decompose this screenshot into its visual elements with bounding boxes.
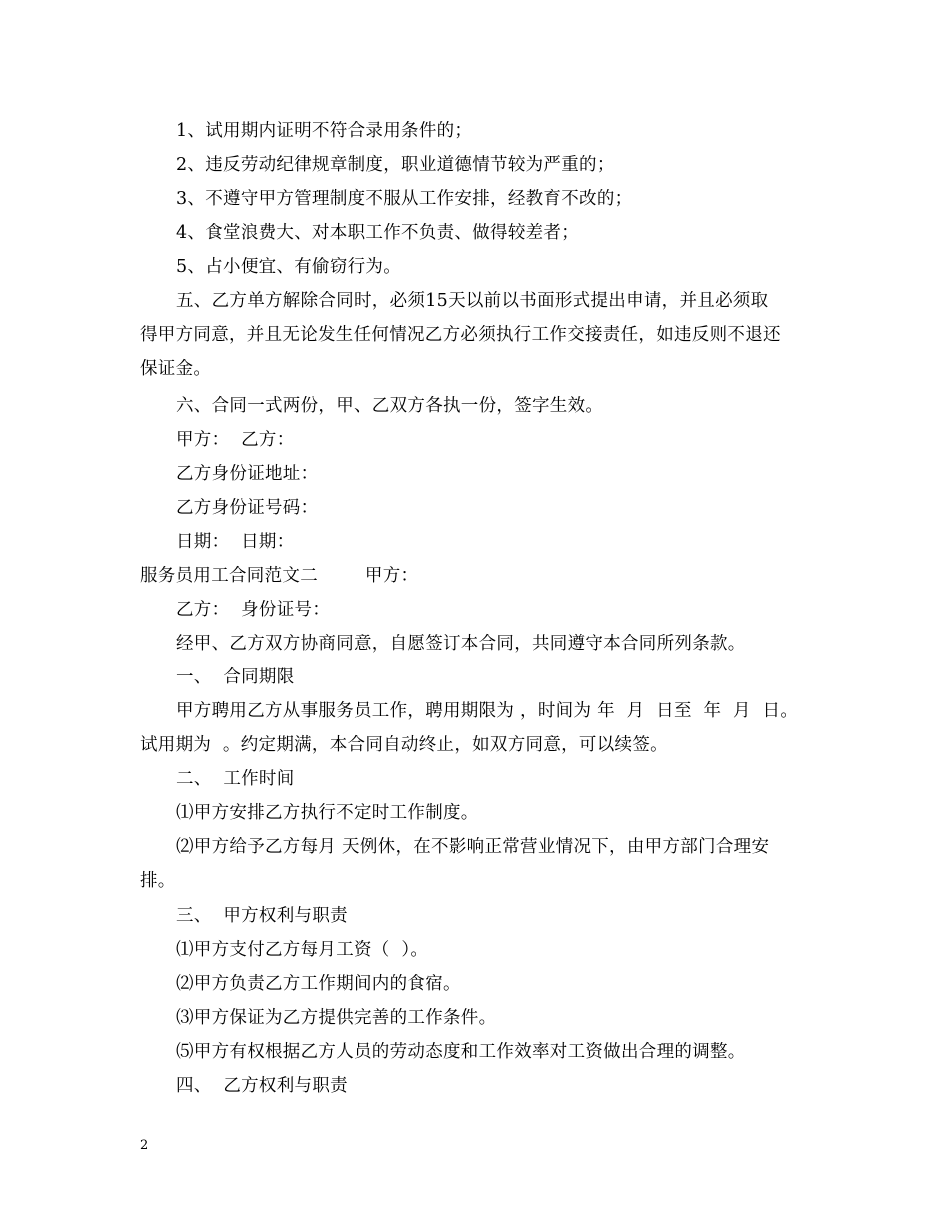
contract-title-two: 服务员用工合同范文二 甲方： xyxy=(140,566,419,586)
hours-item-1: ⑴甲方安排乙方执行不定时工作制度。 xyxy=(176,803,479,823)
signature-parties: 甲方： 乙方： xyxy=(176,430,295,450)
party-a-item-2: ⑵甲方负责乙方工作期间内的食宿。 xyxy=(176,974,461,994)
list-item-3: 3、不遵守甲方管理制度不服从工作安排，经教育不改的； xyxy=(176,189,633,209)
list-item-5: 5、占小便宜、有偷窃行为。 xyxy=(176,257,402,277)
id-address-field: 乙方身份证地址： xyxy=(176,464,319,484)
list-item-1: 1、试用期内证明不符合录用条件的； xyxy=(176,121,473,141)
clause-six: 六、合同一式两份，甲、乙双方各执一份，签字生效。 xyxy=(176,396,604,416)
party-a-item-3: ⑶甲方保证为乙方提供完善的工作条件。 xyxy=(176,1008,497,1028)
list-item-4: 4、食堂浪费大、对本职工作不负责、做得较差者； xyxy=(176,223,580,243)
list-item-2: 2、违反劳动纪律规章制度，职业道德情节较为严重的； xyxy=(176,155,615,175)
page-number: 2 xyxy=(140,1138,149,1153)
section-heading-party-b: 四、 乙方权利与职责 xyxy=(176,1076,348,1096)
party-a-item-1: ⑴甲方支付乙方每月工资（ ）。 xyxy=(176,940,429,960)
term-line-1: 甲方聘用乙方从事服务员工作，聘用期限为 ，时间为 年 月 日至 年 月 日。 xyxy=(176,701,799,721)
section-heading-party-a: 三、 甲方权利与职责 xyxy=(176,906,348,926)
agreement-statement: 经甲、乙方双方协商同意，自愿签订本合同，共同遵守本合同所列条款。 xyxy=(176,634,746,654)
hours-item-2-line-1: ⑵甲方给予乙方每月 天例休，在不影响正常营业情况下，由甲方部门合理安 xyxy=(176,837,770,857)
party-b-id-line: 乙方： 身份证号： xyxy=(176,600,331,620)
party-a-item-5: ⑸甲方有权根据乙方人员的劳动态度和工作效率对工资做出合理的调整。 xyxy=(176,1042,746,1062)
section-heading-hours: 二、 工作时间 xyxy=(176,769,295,789)
section-heading-term: 一、 合同期限 xyxy=(176,667,295,687)
clause-five-line-1: 五、乙方单方解除合同时，必须15天以前以书面形式提出申请，并且必须取 xyxy=(176,291,769,311)
hours-item-2-line-2: 排。 xyxy=(140,871,176,891)
id-number-field: 乙方身份证号码： xyxy=(176,498,319,518)
clause-five-line-2: 得甲方同意，并且无论发生任何情况乙方必须执行工作交接责任，如违反则不退还 xyxy=(140,325,781,345)
term-line-2: 试用期为 。约定期满，本合同自动终止，如双方同意，可以续签。 xyxy=(140,735,668,755)
clause-five-line-3: 保证金。 xyxy=(140,359,212,379)
signature-dates: 日期： 日期： xyxy=(176,532,295,552)
